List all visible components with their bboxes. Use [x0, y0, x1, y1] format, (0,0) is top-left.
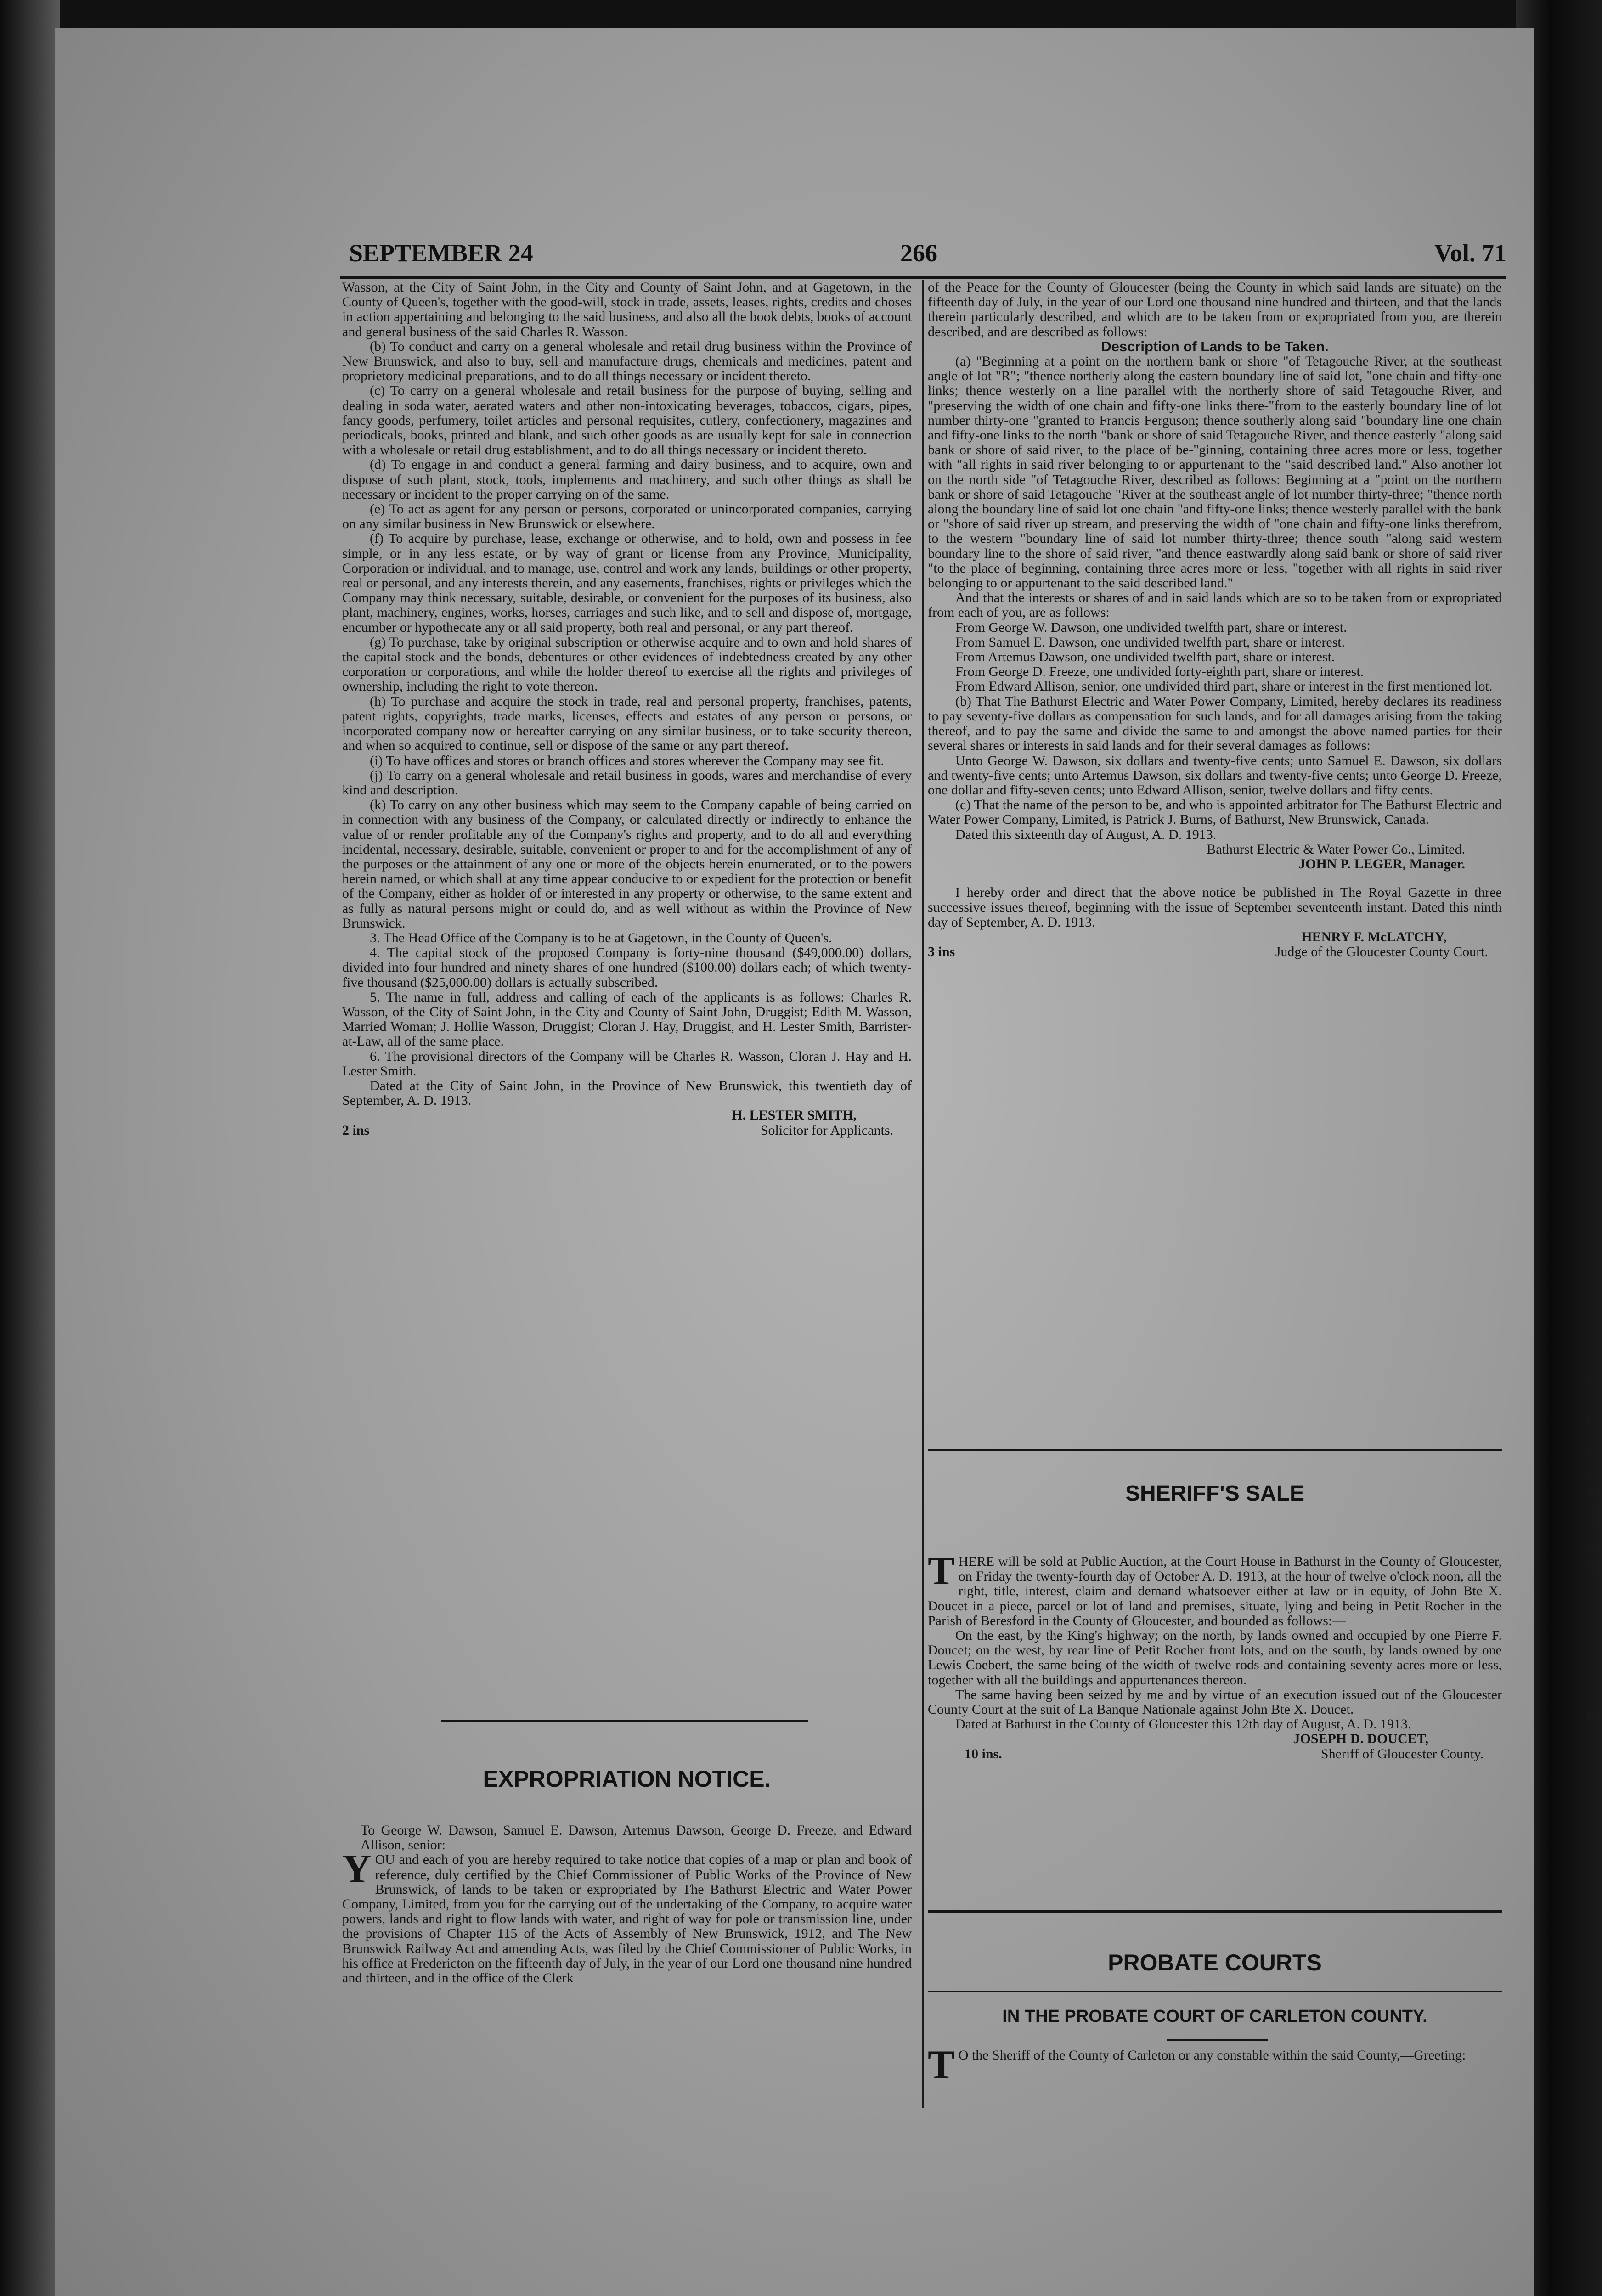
section-rule — [928, 1991, 1502, 1992]
paragraph: (g) To purchase, take by original subscription or otherwise acquire and to own and hold shares of the capital stock and the bonds, debentures or other evidences of indebtedness created by any other corporation or corporations, and while the holder thereof to exercise all the rights and privileges of ownership, including the right to vote thereon. — [342, 634, 912, 694]
paragraph: From George W. Dawson, one undivided twelfth part, share or interest. — [955, 619, 1347, 635]
page-header — [349, 234, 1506, 276]
paragraph: 6. The provisional directors of the Company will be Charles R. Wasson, Cloran J. Hay and H. Lester Smith. — [342, 1048, 912, 1079]
sheriff-sale-title: SHERIFF'S SALE — [1125, 1481, 1305, 1506]
insertion-count: 2 ins — [342, 1122, 370, 1138]
paragraph: From Edward Allison, senior, one undivided third part, share or interest in the first mentioned lot. — [955, 679, 1493, 694]
paragraph: (e) To act as agent for any person or persons, corporated or unincorporated companies, carrying on any similar business in New Brunswick or elsewhere. — [342, 501, 912, 532]
section-rule — [441, 1720, 808, 1722]
paragraph: of the Peace for the County of Gloucester (being the County in which said lands are situate) on the fifteenth day of July, in the year of our Lord one thousand nine hundred and thirteen, and that the lands therein particularly described, and which are to be taken from or expropriated from you, are therein described, and are described as follows: — [928, 280, 1502, 339]
paragraph: 5. The name in full, address and calling of each of the applicants is as follows: Charles R. Wasson, of the City of Saint John, in the City and County of Saint John, Druggist; Edith M. Wasson, Married Woman; J. Hollie Wasson, Druggist; Cloran J. Hay, Druggist, and H. Lester Smith, Barrister-at-Law, all of the same place. — [342, 989, 912, 1049]
section-rule — [928, 1910, 1502, 1913]
paragraph: From Samuel E. Dawson, one undivided twelfth part, share or interest. — [955, 634, 1345, 650]
adjacent-page-text: S — [1587, 249, 1594, 263]
column-right-expropriation — [928, 280, 1502, 1456]
drop-cap: T — [928, 2048, 955, 2087]
drop-cap: T — [928, 1554, 955, 1593]
paragraph: The same having been seized by me and by virtue of an execution issued out of the Gloucester County Court at the suit of La Banque Nationale against John Bte X. Doucet. — [928, 1687, 1502, 1717]
expropriation-body — [342, 1847, 912, 1986]
paragraph: (b) To conduct and carry on a general wholesale and retail drug business within the Province of New Brunswick, and also to buy, sell and manufacture drugs, chemicals and medicines, patent and proprietory medicinal preparations, and to do all things necessary or incident thereto. — [342, 338, 912, 384]
adjacent-page-text: P — [1587, 1411, 1594, 1424]
paragraph: And that the interests or shares of and in said lands which are so to be taken from or expropriated from each of you, are as follows: — [928, 590, 1502, 620]
adjacent-page-text: a — [1587, 1393, 1592, 1406]
paragraph: Wasson, at the City of Saint John, in the City and County of Saint John, and at Gagetown, in the County of Queen's, together with the good-will, stock in trade, assets, leases, rights, credits and choses in action appertaining and belonging to the said business, and also all the book debts, books of account and general business of the said Charles R. Wasson. — [342, 280, 912, 339]
sheriff-sale-notice — [928, 1554, 1502, 1885]
adjacent-page-text: Pr — [1587, 1710, 1598, 1723]
paragraph: (j) To carry on a general wholesale and retail business in goods, wares and merchandise of every kind and description. — [342, 767, 912, 798]
paragraph: (c) That the name of the person to be, and who is appointed arbitrator for The Bathurst Electric and Water Power Company, Limited, is Patrick J. Burns, of Bathurst, New Brunswick, Canada. — [928, 797, 1502, 827]
paragraph: (h) To purchase and acquire the stock in trade, real and personal property, franchises, patents, patent rights, copyrights, trade marks, licenses, effects and estates of any person or persons, or incorporated company now or hereafter carrying on any similar business, or to take security thereon, and when so acquired to continue, sell or dispose of the same or any part thereof. — [342, 693, 912, 754]
expropriation-title: EXPROPRIATION NOTICE. — [483, 1766, 771, 1792]
insertion-count: 10 ins. — [965, 1746, 1002, 1761]
header-volume: Vol. 71 — [1434, 239, 1506, 267]
paragraph: (a) "Beginning at a point on the northern bank or shore "of Tetagouche River, at the southeast angle of lot "R"; "thence northerly along the eastern boundary line of said lot, "one chain and fifty-one links; thence westerly on a line parallel with the northerly shore of said Tetagouche River, and "preserving the width of one chain and fifty-one links there-"from to the easterly boundary line of lot number thirty-one "granted to Francis Ferguson; thence southerly along said "boundary line one chain and fifty-one links to the north "bank or shore of said Tetagouche River, and thence easterly "along said bank or shore of said river, to the place of be-"ginning, containing three acres more or less, together with "all rights in said river belonging to or appurtenant to the "said described land." Also another lot on the north side "of Tetagouche River, described as follows: Beginning at a "point on the northern bank or shore of said Tetagouche "River at the southeast angle of lot number thirty-three; "thence north along the boundary line of said lot one chain "and fifty-one links; thence westerly parallel with the bank or "shore of said river up stream, and preserving the width of "one chain and fifty-one links therefrom, to the western "boundary line of said lot number thirty-three; thence south "along said western boundary line to the shore of said river, "and thence eastwardly along said bank or shore of said river "to the place of beginning, containing three acres more or less, "together with all rights in said river belonging to or appurtenant to the said described land." — [928, 354, 1502, 591]
header-page-number: 266 — [900, 239, 937, 267]
adjacent-page-text: tr — [1587, 1466, 1594, 1480]
paragraph: On the east, by the King's highway; on the north, by lands owned and occupied by one Pierre F. Doucet; on the west, by rear line of Petit Rocher front lots, and on the south, by lands owned by one Lewis Coebert, the same being of the width of twelve rods and containing seventy acres more or less, together with all the buildings and appurtenances thereon. — [928, 1628, 1502, 1688]
paragraph: (f) To acquire by purchase, lease, exchange or otherwise, and to hold, own and possess in fee simple, or in any less estate, or by way of grant or license from any Province, Municipality, Corporation or individual, and to manage, use, control and work any lands, buildings or other property, real or personal, and any interests therein, and any easements, franchises, rights or privileges which the Company may think necessary, suitable, desirable, or convenient for the purposes of its business, also plant, machinery, engines, works, horses, carriages and such like, and to sell and dispose of, mortgage, encumber or hypothecate any or all said property, both real and personal, or any part thereof. — [342, 531, 912, 635]
paragraph: Dated at the City of Saint John, in the Province of New Brunswick, this twentieth day of September, A. D. 1913. — [342, 1078, 912, 1109]
signature-title: Solicitor for Applicants. — [760, 1122, 893, 1138]
probate-court-subtitle: IN THE PROBATE COURT OF CARLETON COUNTY. — [1002, 2007, 1427, 2026]
paragraph: Unto George W. Dawson, six dollars and twenty-five cents; unto Samuel E. Dawson, six dollars and twenty-five cents; unto Artemus Dawson, six dollars and twenty-five cents; unto George D. Freeze, one dollar and fifty-seven cents; unto Edward Allison, senior, twelve dollars and fifty cents. — [928, 753, 1502, 798]
adjacent-page-text: v — [1587, 1374, 1593, 1388]
header-date: SEPTEMBER 24 — [349, 239, 533, 267]
judge-title: Judge of the Gloucester County Court. — [1275, 944, 1488, 959]
paragraph: (d) To engage in and conduct a general farming and dairy business, and to acquire, own and dispose of such plant, stock, tools, implements and machinery, and such other things as shall be necessary or incident to the proper carrying on of the same. — [342, 457, 912, 502]
paragraph: Dated at Bathurst in the County of Gloucester this 12th day of August, A. D. 1913. — [955, 1716, 1411, 1732]
sheriff-text: HERE will be sold at Public Auction, at the Court House in Bathurst in the County of Gloucester, on Friday the twenty-fourth day of October A. D. 1913, at the hour of twelve o'clock noon, all the right, title, interest, claim and demand whatsoever either at law or in equity, of John Bte X. Doucet in a piece, parcel or lot of land and premises, situate, lying and being in Petit Rocher in the Parish of Beresford in the County of Gloucester, and bounded as follows:— — [928, 1554, 1502, 1628]
section-rule — [1167, 2039, 1268, 2041]
expropriation-addressees: To George W. Dawson, Samuel E. Dawson, Artemus Dawson, George D. Freeze, and Edward Allison, senior: — [361, 1823, 912, 1853]
probate-text: O the Sheriff of the County of Carleton or any constable within the said County,—Greeting: — [958, 2048, 1466, 2063]
paragraph: Dated this sixteenth day of August, A. D. 1913. — [955, 827, 1217, 842]
probate-notice — [928, 2048, 1502, 2108]
signature-name: H. LESTER SMITH, — [732, 1108, 857, 1123]
company-name: Bathurst Electric & Water Power Co., Limited. — [1207, 841, 1465, 857]
adjacent-page-text: C — [1587, 1521, 1595, 1535]
sheriff-title: Sheriff of Gloucester County. — [1320, 1746, 1484, 1761]
signature-block — [342, 1123, 912, 1138]
sheriff-paragraph — [928, 1554, 1502, 1628]
adjacent-page-text: st — [1587, 1503, 1595, 1516]
paragraph: From Artemus Dawson, one undivided twelfth part, share or interest. — [955, 649, 1335, 665]
adjacent-page-text: b — [1587, 1448, 1593, 1461]
description-heading: Description of Lands to be Taken. — [1101, 338, 1329, 355]
scan-left-edge — [0, 0, 60, 2296]
probate-paragraph — [928, 2048, 1502, 2087]
section-rule — [928, 1449, 1502, 1451]
insertion-count: 3 ins — [928, 944, 955, 959]
paragraph: (i) To have offices and stores or branch offices and stores wherever the Company may see fit. — [370, 753, 885, 768]
adjacent-page-text: ot — [1587, 1540, 1596, 1553]
paragraph: From George D. Freeze, one undivided forty-eighth part, share or interest. — [955, 664, 1364, 680]
expropriation-notice — [342, 1823, 912, 2108]
sheriff-signature: JOSEPH D. DOUCET, — [1293, 1731, 1428, 1747]
paragraph: 3. The Head Office of the Company is to be at Gagetown, in the County of Queen's. — [370, 930, 832, 945]
header-rule — [340, 276, 1506, 279]
adjacent-page-text: th — [1587, 1485, 1596, 1498]
paragraph: 4. The capital stock of the proposed Company is forty-nine thousand ($49,000.00) dollars, divided into four hundred and ninety shares of one hundred ($100.00) dollars each; of which twenty-five thousand ($25,000.00) dollars is actually subscribed. — [342, 945, 912, 990]
paragraph: (c) To carry on a general wholesale and retail business for the purpose of buying, selling and dealing in soda water, aerated waters and other non-intoxicating beverages, tobaccos, cigars, pipes, fancy goods, perfumery, toilet articles and personal requisites, cutlery, confectionery, magazines and periodicals, books, printed and blank, and such other goods as are usually kept for sale in connection with a wholesale or retail drug establishment, and to do all things necessary or incident thereto. — [342, 383, 912, 458]
order-paragraph: I hereby order and direct that the above notice be published in The Royal Gazette in three successive issues thereof, beginning with the issue of September seventeenth instant. Dated this ninth day of September, A. D. 1913. — [928, 885, 1502, 930]
column-divider — [922, 280, 924, 2108]
column-left-incorporation — [342, 280, 912, 1713]
paragraph: (k) To carry on any other business which may seem to the Company capable of being carried on in connection with any business of the Company, or calculated directly or indirectly to enhance the value of or render profitable any of the Company's rights and property, and to do all and everything incidental, necessary, desirable, suitable, convenient or proper to and for the accomplishment of any of the purposes or the attainment of any one or more of the objects herein enumerated, or to the powers herein named, or which shall at any time appear conducive to or expedient for the protection or benefit of the Company, either as holder of or interested in any property or otherwise, to the same extent and as fully as natural persons might or could do, and as well without as within the Province of New Brunswick. — [342, 797, 912, 931]
drop-cap: Y — [342, 1847, 372, 1892]
judge-signature: HENRY F. McLATCHY, — [1301, 929, 1447, 945]
adjacent-page-text: S — [1587, 1324, 1594, 1337]
expropriation-text: OU and each of you are hereby required to take notice that copies of a map or plan and book of reference, duly certified by the Chief Commissioner of Public Works of the Province of New Brunswick, of lands to be taken or expropriated by The Bathurst Electric and Water Power Company, Limited, from you for the carrying out of the undertaking of the Company, to acquire water powers, lands and right to flow lands with water, and right of way for pole or transmission line, under the provisions of Chapter 115 of the Acts of Assembly of New Brunswick, 1912, and The New Brunswick Railway Act and amending Acts, was filed by the Chief Commissioner of Public Works, in his office at Fredericton on the fifteenth day of July, in the year of our Lord one thousand nine hundred and thirteen, and in the office of the Clerk — [342, 1852, 912, 1986]
adjacent-page-text: v — [1587, 1429, 1593, 1443]
probate-courts-title: PROBATE COURTS — [1108, 1950, 1322, 1975]
paragraph: (b) That The Bathurst Electric and Water Power Company, Limited, hereby declares its readiness to pay seventy-five dollars as compensation for such lands, and for all damages arising from the taking thereof, and to pay the same and divide the same to and amongst the above named parties for their several shares or interests in said lands and for their several damages as follows: — [928, 693, 1502, 754]
adjacent-page-text: sa — [1587, 1558, 1597, 1571]
sheriff-block — [928, 1747, 1502, 1761]
manager-signature: JOHN P. LEGER, Manager. — [1298, 856, 1465, 872]
judge-block — [928, 945, 1502, 959]
